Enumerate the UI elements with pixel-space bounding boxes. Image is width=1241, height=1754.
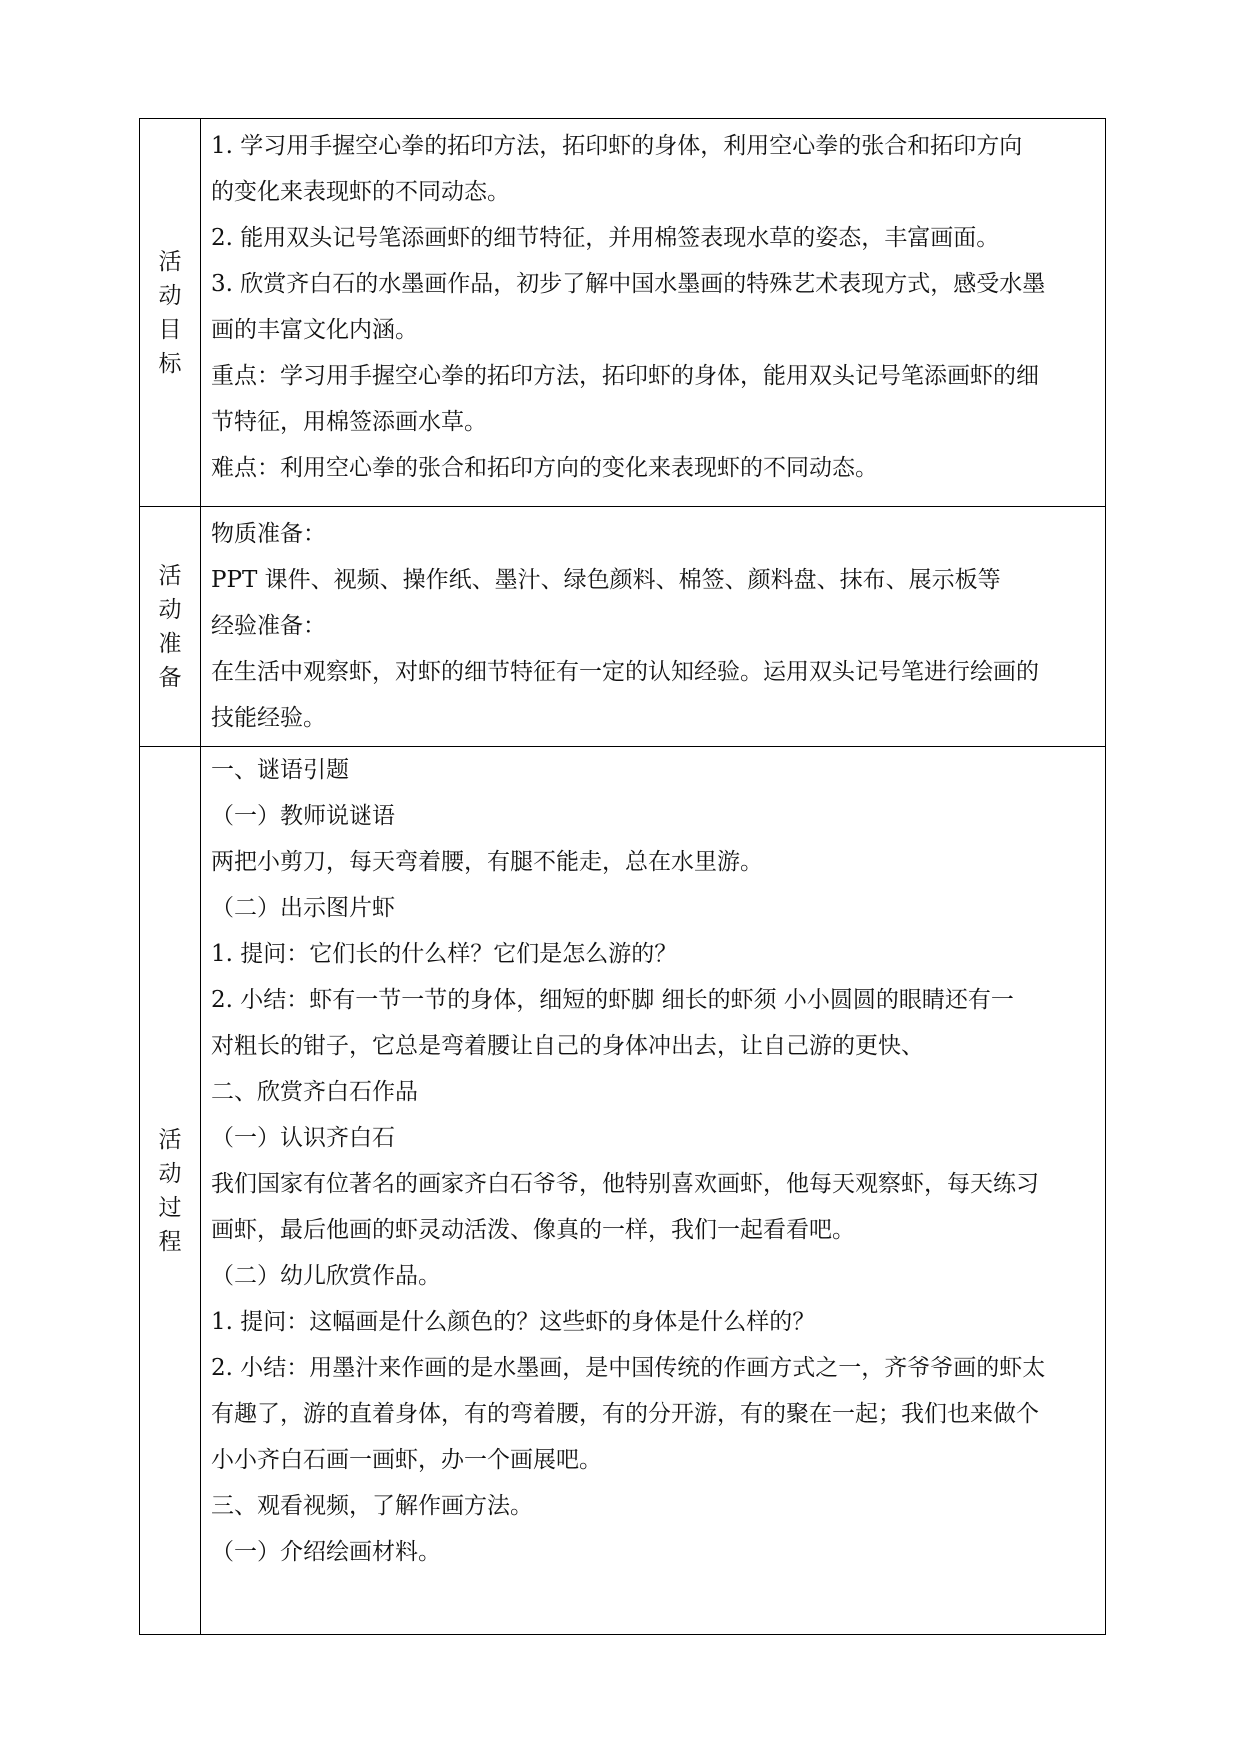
text-line: 物质准备： bbox=[211, 521, 326, 547]
text-line: 三、观看视频，了解作画方法。 bbox=[211, 1493, 533, 1519]
label-char: 活 bbox=[158, 562, 182, 589]
table-row-preparation bbox=[140, 507, 1106, 747]
text-line: 小小齐白石画一画虾，办一个画展吧。 bbox=[211, 1447, 602, 1473]
text-line: 经验准备： bbox=[211, 613, 326, 639]
text-line: 1. 学习用手握空心拳的拓印方法，拓印虾的身体，利用空心拳的张合和拓印方向 bbox=[211, 133, 1023, 159]
text-line: 二、欣赏齐白石作品 bbox=[211, 1079, 418, 1105]
text-line: 3. 欣赏齐白石的水墨画作品，初步了解中国水墨画的特殊艺术表现方式，感受水墨 bbox=[211, 271, 1046, 297]
text-line: 重点：学习用手握空心拳的拓印方法，拓印虾的身体，能用双头记号笔添画虾的细 bbox=[211, 363, 1039, 389]
text-line: PPT 课件、视频、操作纸、墨汁、绿色颜料、棉签、颜料盘、抹布、展示板等 bbox=[211, 567, 1001, 593]
label-char: 目 bbox=[158, 316, 182, 343]
text-line: 一、谜语引题 bbox=[211, 757, 349, 783]
text-line: （一）介绍绘画材料。 bbox=[211, 1539, 441, 1565]
text-line: 两把小剪刀，每天弯着腰，有腿不能走，总在水里游。 bbox=[211, 849, 763, 875]
text-line: 2. 小结：用墨汁来作画的是水墨画，是中国传统的作画方式之一，齐爷爷画的虾太 bbox=[211, 1355, 1046, 1381]
text-line: （一）教师说谜语 bbox=[211, 803, 395, 829]
label-cell-goals bbox=[140, 119, 201, 507]
label-char: 动 bbox=[158, 1160, 182, 1187]
content-cell-process bbox=[201, 747, 1106, 1635]
text-line: 画虾，最后他画的虾灵动活泼、像真的一样，我们一起看看吧。 bbox=[211, 1217, 855, 1243]
table-row-goals bbox=[140, 119, 1106, 507]
text-line: 2. 能用双头记号笔添画虾的细节特征，并用棉签表现水草的姿态，丰富画面。 bbox=[211, 225, 1000, 251]
text-line: 1. 提问：它们长的什么样？它们是怎么游的？ bbox=[211, 941, 678, 967]
content-cell-preparation bbox=[201, 507, 1106, 747]
label-cell-preparation bbox=[140, 507, 201, 747]
text-line: 技能经验。 bbox=[211, 705, 326, 731]
text-line: 有趣了，游的直着身体，有的弯着腰，有的分开游，有的聚在一起；我们也来做个 bbox=[211, 1401, 1039, 1427]
label-char: 程 bbox=[158, 1228, 182, 1255]
content-cell-goals bbox=[201, 119, 1106, 507]
label-char: 过 bbox=[158, 1194, 182, 1221]
text-line: 难点：利用空心拳的张合和拓印方向的变化来表现虾的不同动态。 bbox=[211, 455, 878, 481]
text-line: 1. 提问：这幅画是什么颜色的？这些虾的身体是什么样的？ bbox=[211, 1309, 816, 1335]
label-char: 活 bbox=[158, 1126, 182, 1153]
text-line: （一）认识齐白石 bbox=[211, 1125, 395, 1151]
text-line: （二）出示图片虾 bbox=[211, 895, 395, 921]
label-char: 活 bbox=[158, 248, 182, 275]
lesson-plan-table bbox=[139, 118, 1106, 1635]
text-line: 我们国家有位著名的画家齐白石爷爷，他特别喜欢画虾，他每天观察虾，每天练习 bbox=[211, 1171, 1039, 1197]
text-line: 对粗长的钳子，它总是弯着腰让自己的身体冲出去，让自己游的更快、 bbox=[211, 1033, 924, 1059]
label-cell-process bbox=[140, 747, 201, 1635]
label-char: 动 bbox=[158, 596, 182, 623]
text-line: 节特征，用棉签添画水草。 bbox=[211, 409, 487, 435]
text-line: （二）幼儿欣赏作品。 bbox=[211, 1263, 441, 1289]
table-row-process bbox=[140, 747, 1106, 1635]
text-line: 在生活中观察虾，对虾的细节特征有一定的认知经验。运用双头记号笔进行绘画的 bbox=[211, 659, 1039, 685]
text-line: 2. 小结：虾有一节一节的身体，细短的虾脚 细长的虾须 小小圆圆的眼睛还有一 bbox=[211, 987, 1014, 1013]
text-line: 画的丰富文化内涵。 bbox=[211, 317, 418, 343]
label-char: 标 bbox=[158, 350, 182, 377]
label-char: 动 bbox=[158, 282, 182, 309]
text-line: 的变化来表现虾的不同动态。 bbox=[211, 179, 510, 205]
label-char: 准 bbox=[158, 630, 182, 657]
label-char: 备 bbox=[158, 664, 182, 691]
